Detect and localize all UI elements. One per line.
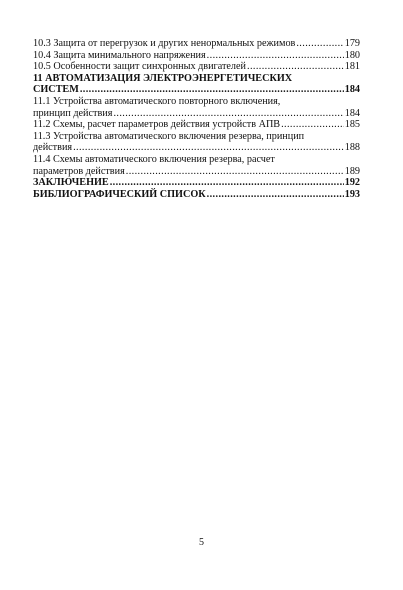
toc-entry-11-2: [33, 119, 360, 131]
toc-entry-title: 11.2 Схемы, расчет параметров действия устройств АПВ: [33, 119, 281, 131]
toc-entry-title-line1: 11.3 Устройства автоматического включения резерва, принцип: [33, 130, 305, 142]
toc-entry-10-3: [33, 38, 360, 50]
toc-entry-10-5: [33, 61, 360, 73]
toc-entry-title: параметров действия: [33, 165, 125, 177]
toc-page-number: 185: [344, 119, 360, 131]
toc-entry-chapter-11: [33, 73, 360, 96]
toc-entry-title-line1: 11 АВТОМАТИЗАЦИЯ ЭЛЕКТРОЭНЕРГЕТИЧЕСКИХ: [33, 72, 293, 84]
toc-entry-title-line1: 11.4 Схемы автоматического включения резерва, расчет: [33, 153, 275, 165]
toc-entry-11-1: [33, 96, 360, 119]
toc-entry-10-4: [33, 50, 360, 62]
toc-entry-title: СИСТЕМ: [33, 84, 79, 96]
dot-leader: [126, 166, 344, 178]
toc-entry-title: 10.3 Защита от перегрузок и других ненормальных режимов: [33, 38, 296, 49]
toc-entry-title: ЗАКЛЮЧЕНИЕ: [33, 177, 109, 189]
page-number: 5: [199, 537, 204, 548]
toc-entry-conclusion: [33, 177, 360, 189]
dot-leader: [296, 38, 343, 50]
toc-entry-title: действия: [33, 142, 73, 154]
toc-entry-bibliography: [33, 189, 360, 201]
dot-leader: [110, 177, 344, 189]
toc-page-number: 184: [344, 107, 360, 119]
toc-page-number: 180: [344, 49, 360, 61]
toc-entry-title: БИБЛИОГРАФИЧЕСКИЙ СПИСОК: [33, 188, 206, 200]
toc-page-number: 189: [344, 165, 360, 177]
toc-page-number: 188: [344, 142, 360, 154]
dot-leader: [207, 50, 344, 62]
toc-entry-title-line1: 11.1 Устройства автоматического повторного включения,: [33, 95, 281, 107]
dot-leader: [80, 84, 344, 96]
dot-leader: [113, 108, 343, 120]
toc-page-number: 193: [344, 188, 360, 200]
table-of-contents: [33, 38, 360, 200]
toc-page-number: 179: [344, 38, 360, 49]
toc-entry-11-4: [33, 154, 360, 177]
toc-entry-title: 10.4 Защита минимального напряжения: [33, 49, 206, 61]
toc-entry-title: принцип действия: [33, 107, 113, 119]
toc-entry-title: 10.5 Особенности защит синхронных двигателей: [33, 61, 246, 73]
toc-page-number: 181: [344, 61, 360, 73]
dot-leader: [207, 189, 344, 201]
dot-leader: [247, 61, 344, 73]
dot-leader: [281, 119, 344, 131]
toc-entry-11-3: [33, 131, 360, 154]
dot-leader: [73, 142, 344, 154]
toc-page-number: 192: [344, 177, 360, 189]
toc-page-number: 184: [344, 84, 360, 96]
